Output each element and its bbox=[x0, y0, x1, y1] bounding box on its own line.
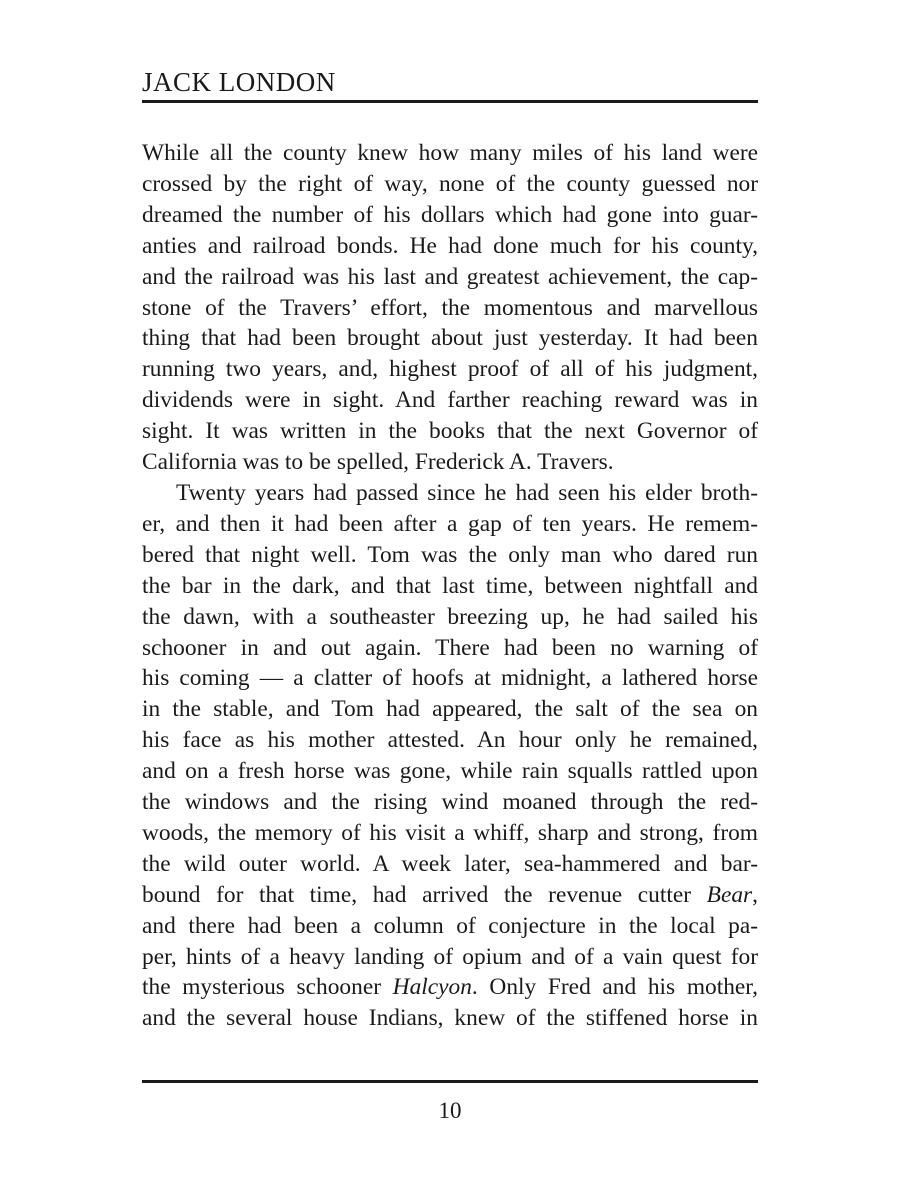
text-line: and on a fresh horse was gone, while rain squalls rattled upon bbox=[142, 758, 758, 785]
text-line: er, and then it had been after a gap of ten years. He remem- bbox=[142, 510, 758, 537]
text-line: thing that had been brought about just yesterday. It had been bbox=[142, 325, 758, 352]
text-line: the bar in the dark, and that last time, between nightfall and bbox=[142, 572, 758, 599]
text-run: bound for that time, had arrived the revenue cutter bbox=[142, 881, 707, 908]
paragraph-1 bbox=[142, 138, 758, 478]
text-line: the wild outer world. A week later, sea-hammered and bar- bbox=[142, 850, 758, 877]
footer-rule bbox=[142, 1080, 758, 1083]
header-rule bbox=[142, 100, 758, 103]
ship-name-bear: Bear bbox=[706, 881, 753, 908]
text-line: sight. It was written in the books that the next Governor of bbox=[142, 418, 758, 445]
text-run: , bbox=[752, 881, 758, 908]
text-line: anties and railroad bonds. He had done much for his county, bbox=[142, 232, 758, 259]
text-line bbox=[142, 880, 758, 911]
ship-name-halcyon: Halcyon bbox=[392, 974, 472, 1001]
body-text bbox=[142, 138, 758, 1034]
text-line: per, hints of a heavy landing of opium and of a vain quest for bbox=[142, 943, 758, 970]
text-line: and the railroad was his last and greatest achievement, the cap- bbox=[142, 263, 758, 290]
text-line: While all the county knew how many miles of his land were bbox=[142, 140, 758, 166]
text-run: . Only Fred and his mother, bbox=[471, 974, 758, 1001]
text-line: his face as his mother attested. An hour only he remained, bbox=[142, 727, 758, 754]
text-line bbox=[142, 972, 758, 1003]
text-line: and the several house Indians, knew of the stiffened horse in bbox=[142, 1005, 758, 1032]
text-line: stone of the Travers’ effort, the momentous and marvellous bbox=[142, 294, 758, 321]
text-line: running two years, and, highest proof of all of his judgment, bbox=[142, 356, 758, 383]
text-line: dreamed the number of his dollars which had gone into guar- bbox=[142, 201, 758, 228]
text-line: dividends were in sight. And farther reaching reward was in bbox=[142, 387, 758, 414]
text-line: bered that night well. Tom was the only man who dared run bbox=[142, 541, 758, 568]
text-line: the windows and the rising wind moaned through the red- bbox=[142, 789, 758, 816]
text-line: California was to be spelled, Frederick A. Travers. bbox=[142, 449, 614, 476]
text-run: the mysterious schooner bbox=[142, 974, 393, 1001]
text-line: crossed by the right of way, none of the county guessed nor bbox=[142, 170, 758, 197]
running-header: JACK LONDON bbox=[142, 67, 336, 97]
page-number: 10 bbox=[438, 1098, 462, 1123]
text-line: woods, the memory of his visit a whiff, sharp and strong, from bbox=[142, 819, 758, 846]
text-line: the dawn, with a southeaster breezing up, he had sailed his bbox=[142, 603, 758, 630]
text-line: his coming — a clatter of hoofs at midnight, a lathered horse bbox=[142, 665, 758, 692]
paragraph-2 bbox=[142, 478, 758, 1034]
text-line: in the stable, and Tom had appeared, the salt of the sea on bbox=[142, 696, 758, 723]
text-line: schooner in and out again. There had been no warning of bbox=[142, 634, 758, 661]
text-line: Twenty years had passed since he had seen his elder broth- bbox=[176, 479, 758, 506]
text-line: and there had been a column of conjecture in the local pa- bbox=[142, 912, 758, 939]
